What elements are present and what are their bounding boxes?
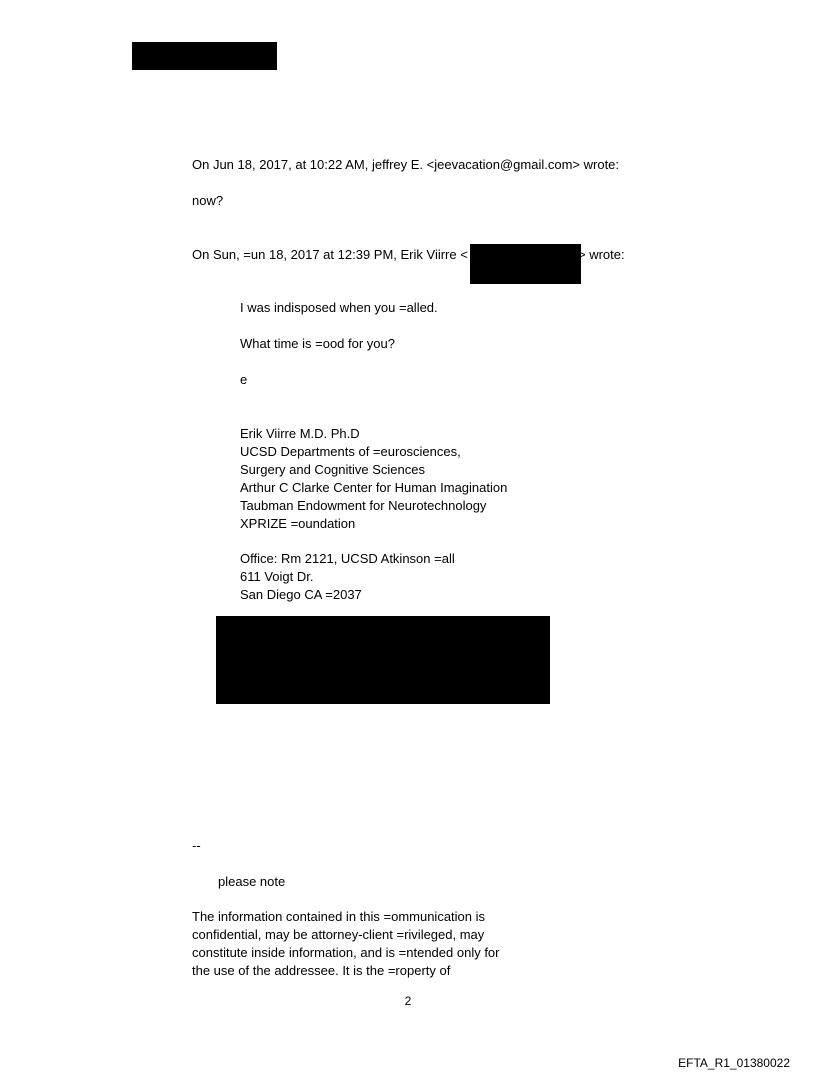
signature-line: Arthur C Clarke Center for Human Imagination — [240, 480, 508, 495]
document-id: EFTA_R1_01380022 — [678, 1056, 790, 1070]
signature-line: Surgery and Cognitive Sciences — [240, 462, 425, 477]
address-line: 611 Voigt Dr. — [240, 569, 314, 584]
signature-line: Erik Viirre M.D. Ph.D — [240, 426, 360, 441]
inner-body-line: e — [240, 372, 248, 387]
outer-email-header: On Jun 18, 2017, at 10:22 AM, jeffrey E. <jeevacation@gmail.com> wrote: — [192, 157, 620, 172]
address-block — [240, 550, 455, 604]
outer-email-body: now? — [192, 193, 224, 208]
signature-line: XPRIZE =oundation — [240, 516, 356, 531]
page-number: 2 — [404, 994, 412, 1008]
disclaimer-line: The information contained in this =ommunication is — [192, 909, 486, 924]
inner-email-header-prefix: On Sun, =un 18, 2017 at 12:39 PM, Erik Viirre < — [192, 247, 468, 262]
inner-email-header-suffix: > wrote: — [578, 247, 625, 262]
disclaimer-line: confidential, may be attorney-client =rivileged, may — [192, 927, 485, 942]
address-line: Office: Rm 2121, UCSD Atkinson =all — [240, 551, 455, 566]
signature-line: UCSD Departments of =eurosciences, — [240, 444, 461, 459]
signature-block — [240, 425, 507, 533]
disclaimer-line: the use of the addressee. It is the =roperty of — [192, 963, 451, 978]
inner-body-line: What time is =ood for you? — [240, 336, 395, 351]
signature-separator: -- — [192, 838, 201, 853]
redaction-block-email — [470, 244, 581, 284]
disclaimer-line: constitute inside information, and is =ntended only for — [192, 945, 500, 960]
note-heading: please note — [218, 874, 286, 889]
redaction-block-top — [132, 42, 277, 70]
signature-line: Taubman Endowment for Neurotechnology — [240, 498, 487, 513]
redaction-block-signature — [216, 616, 550, 704]
address-line: San Diego CA =2037 — [240, 587, 362, 602]
inner-body-line: I was indisposed when you =alled. — [240, 300, 438, 315]
disclaimer-block — [192, 908, 500, 980]
